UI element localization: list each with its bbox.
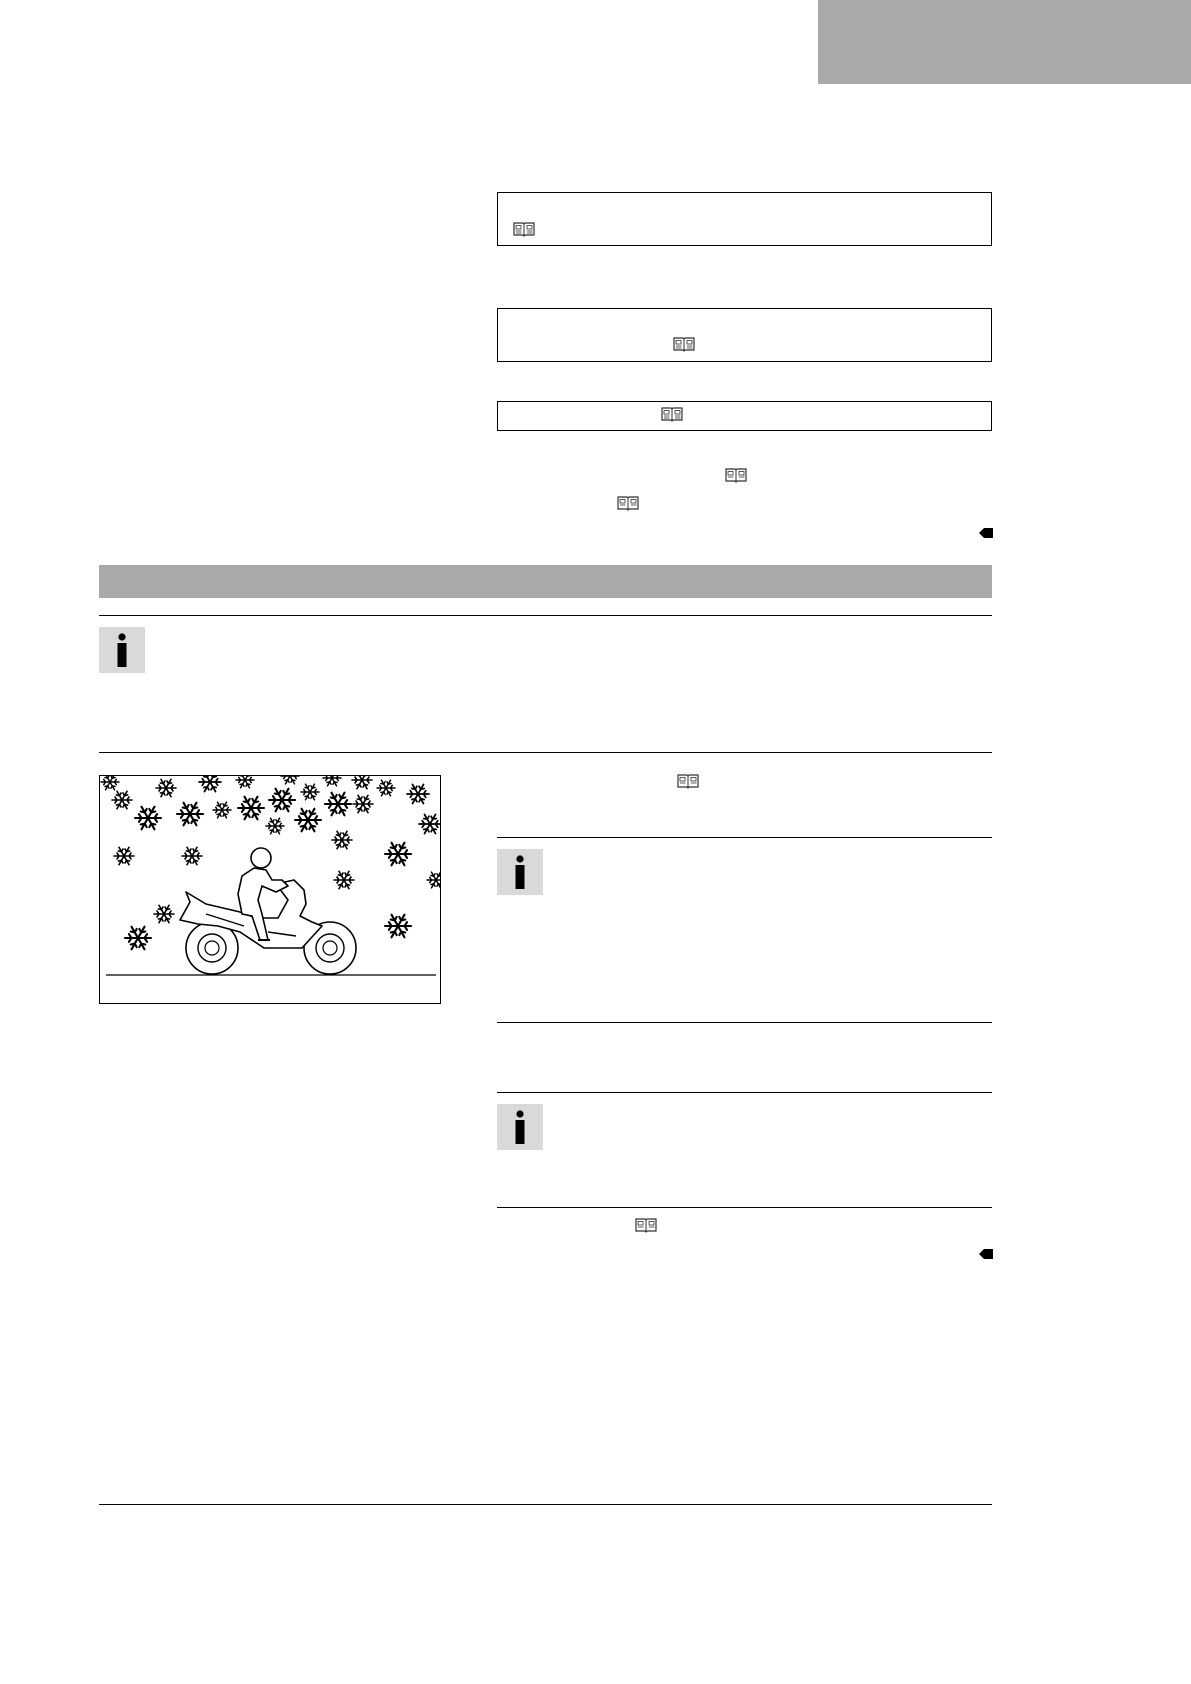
divider	[497, 837, 992, 838]
reference-box-1	[497, 192, 992, 246]
divider	[99, 615, 992, 616]
reference-box-2	[497, 308, 992, 362]
end-marker-icon	[979, 527, 993, 539]
book-icon[interactable]	[635, 1217, 657, 1233]
divider	[497, 1092, 992, 1093]
info-glyph	[115, 633, 129, 667]
chapter-tab	[818, 0, 1191, 84]
footer-divider	[99, 1504, 992, 1505]
info-glyph	[513, 1110, 527, 1144]
info-icon	[99, 627, 145, 673]
info-glyph	[513, 855, 527, 889]
reference-box-3	[497, 401, 992, 431]
book-icon[interactable]	[673, 336, 695, 352]
divider	[497, 1022, 992, 1023]
info-icon	[497, 849, 543, 895]
section-header-bar	[99, 565, 992, 598]
book-icon[interactable]	[677, 773, 699, 789]
winter-riding-motorcycle-icon	[100, 776, 441, 1004]
book-icon[interactable]	[725, 467, 747, 483]
winter-riding-illustration	[99, 775, 441, 1004]
divider	[497, 1207, 992, 1208]
book-icon[interactable]	[513, 221, 535, 237]
book-icon[interactable]	[617, 495, 639, 511]
info-icon	[497, 1104, 543, 1150]
end-marker-icon	[979, 1248, 993, 1260]
divider	[99, 752, 992, 753]
book-icon[interactable]	[661, 406, 683, 422]
